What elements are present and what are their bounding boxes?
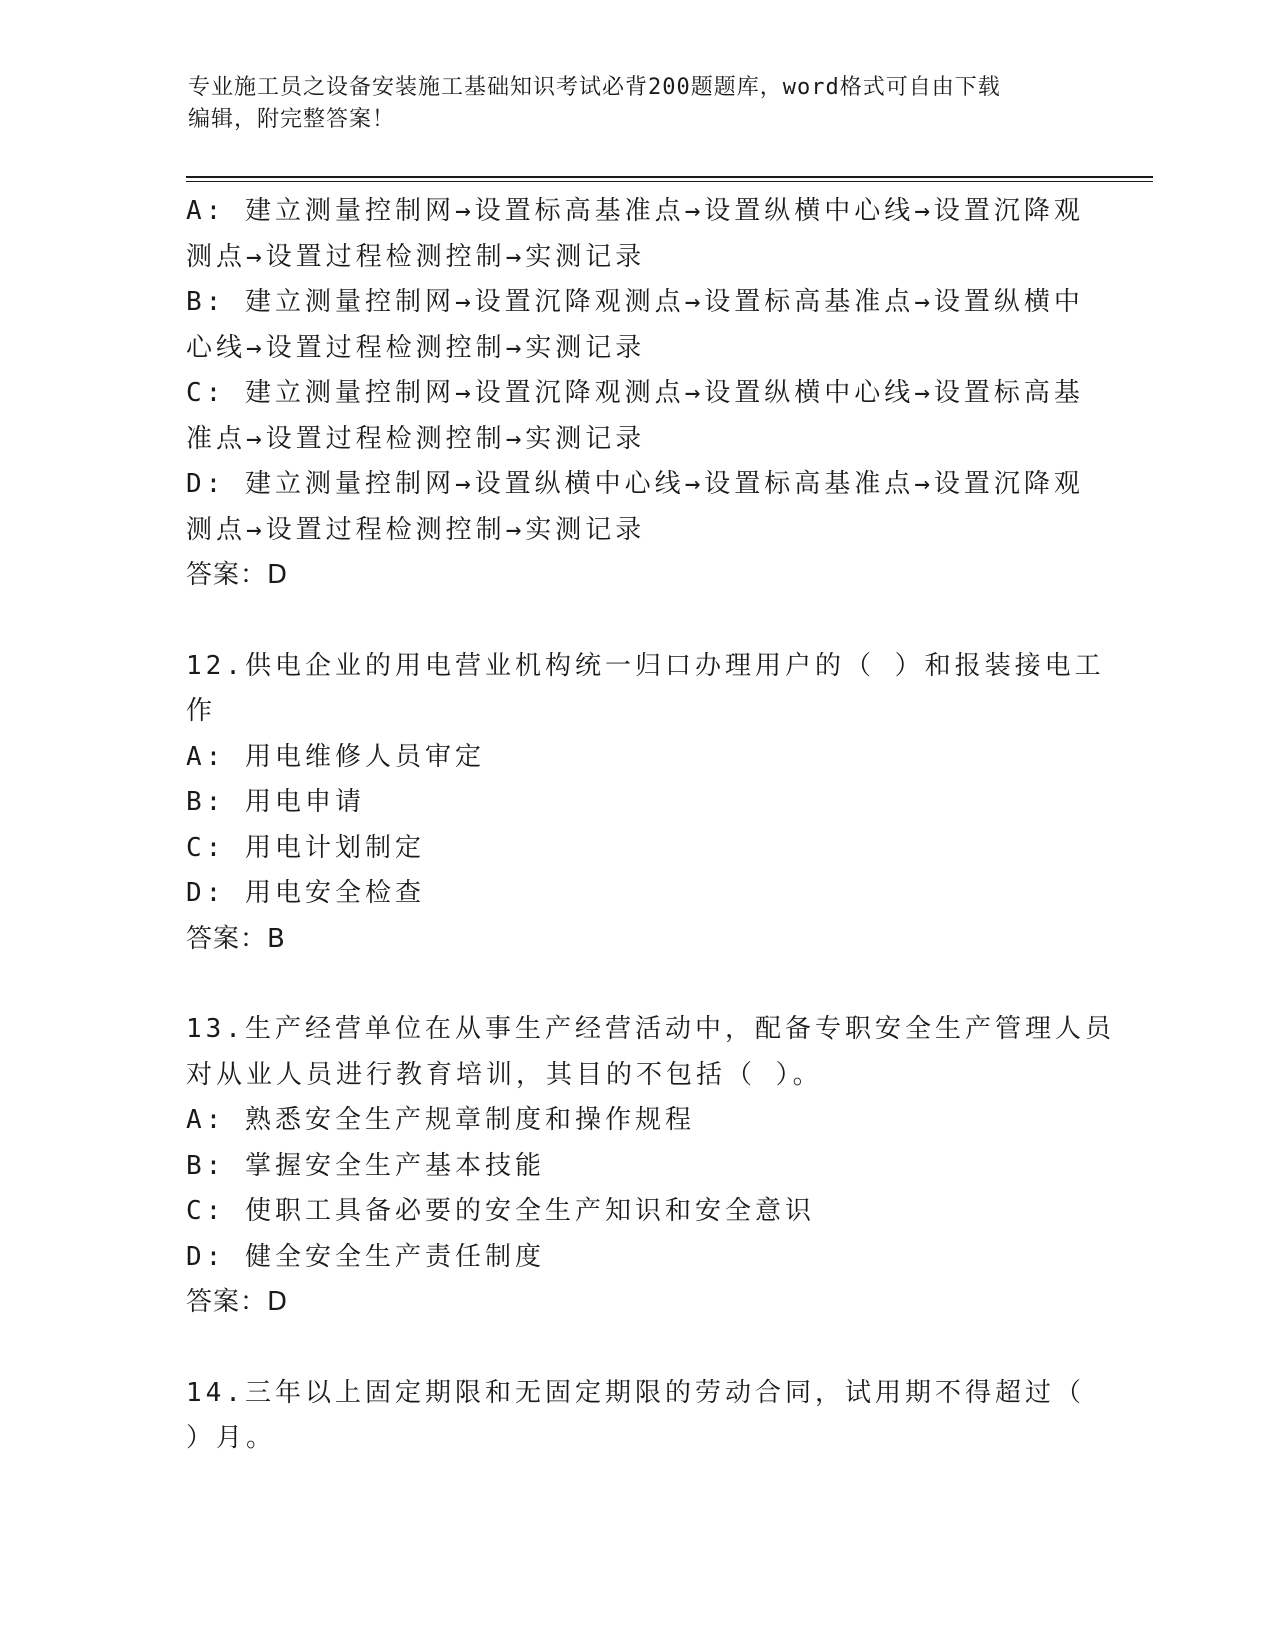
q13-stem-line-1: 13.生产经营单位在从事生产经营活动中，配备专职安全生产管理人员 [186,1014,1115,1044]
q13-stem-line-2: 对从业人员进行教育培训，其目的不包括（ ）。 [186,1059,823,1090]
q13-answer: 答案：D [186,1287,289,1317]
q11-option-c-line-1: C: 建立测量控制网→设置沉降观测点→设置纵横中心线→设置标高基 [186,378,1084,408]
header-line-2: 编辑，附完整答案！ [188,107,396,132]
q13-option-d: D: 健全安全生产责任制度 [186,1241,545,1272]
q12-option-c: C: 用电计划制定 [186,832,425,863]
q14-stem-line-2: ）月。 [186,1423,277,1453]
q11-option-a-line-1: A: 建立测量控制网→设置标高基准点→设置纵横中心线→设置沉降观 [186,196,1084,226]
q11-option-d-line-1: D: 建立测量控制网→设置纵横中心线→设置标高基准点→设置沉降观 [186,469,1084,499]
question-13 [186,1007,1115,1326]
question-14 [186,1371,1086,1462]
spacer [186,599,1086,644]
question-12 [186,644,1105,963]
spacer [186,1326,1086,1371]
spacer [186,962,1086,1007]
q11-option-a-line-2: 测点→设置过程检测控制→实测记录 [186,241,646,272]
q11-option-b-line-2: 心线→设置过程检测控制→实测记录 [186,332,646,363]
q12-option-d: D: 用电安全检查 [186,878,425,908]
q12-answer: 答案：B [186,923,286,954]
q13-option-a: A: 熟悉安全生产规章制度和操作规程 [186,1105,695,1135]
q12-option-b: B: 用电申请 [186,787,365,817]
q12-option-a: A: 用电维修人员审定 [186,741,485,772]
page-header [188,72,1068,136]
q12-stem-line-2: 作 [186,696,217,726]
q14-stem-line-1: 14.三年以上固定期限和无固定期限的劳动合同，试用期不得超过（ [186,1377,1085,1408]
header-divider [186,176,1153,182]
q13-option-c: C: 使职工具备必要的安全生产知识和安全意识 [186,1196,815,1226]
q11-option-b-line-1: B: 建立测量控制网→设置沉降观测点→设置标高基准点→设置纵横中 [186,287,1084,317]
q11-answer: 答案：D [186,560,289,590]
document-body [186,189,1115,1462]
question-11-options [186,189,1086,599]
q11-option-d-line-2: 测点→设置过程检测控制→实测记录 [186,514,646,545]
q13-option-b: B: 掌握安全生产基本技能 [186,1150,545,1181]
q11-option-c-line-2: 准点→设置过程检测控制→实测记录 [186,423,646,454]
q12-stem-line-1: 12.供电企业的用电营业机构统一归口办理用户的（ ）和报装接电工 [186,650,1105,681]
header-line-1: 专业施工员之设备安装施工基础知识考试必背200题题库，word格式可自由下载 [188,75,1001,100]
